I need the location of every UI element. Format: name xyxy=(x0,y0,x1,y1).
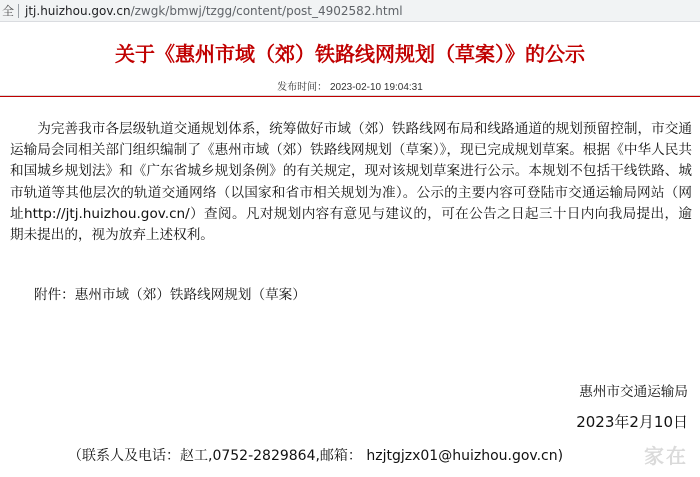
security-label[interactable]: 全 xyxy=(2,4,15,18)
title-divider xyxy=(0,95,700,97)
issuing-organization: 惠州市交通运输局 xyxy=(579,384,688,400)
publish-info xyxy=(0,78,700,93)
address-bar[interactable] xyxy=(0,0,700,22)
article-body: 为完善我市各层级轨道交通规划体系，统筹做好市域（郊）铁路线网布局和线路通道的规划预留控制，市交通运输局会同相关部门组织编制了《惠州市域（郊）铁路线网规划（草案）》，现已完成规划草案。根据《中华人民共和国城乡规划法》和《广东省城乡规划条例》的有关规定，现对该规划草案进行公示。本规划不包括干线铁路、城市轨道等其他层次的轨道交通网络（以国家和省市相关规划为准）。公示的主要内容可登陆市交通运输局网站（网址http://jtj.huizhou.gov.cn/）查阅。凡对规划内容有意见与建议的，可在公告之日起三十日内向我局提出，逾期未提出的，视为放弃上述权利。 xyxy=(10,121,692,244)
publish-label: 发布时间： xyxy=(277,82,328,93)
url-path[interactable]: /zwgk/bmwj/tzgg/content/post_4902582.html xyxy=(130,3,403,18)
attachment-link[interactable]: 附件：惠州市域（郊）铁路线网规划（草案） xyxy=(34,287,306,303)
page-title: 关于《惠州市域（郊）铁路线网规划（草案）》的公示 xyxy=(115,42,585,66)
publish-time: 2023-02-10 19:04:31 xyxy=(329,82,423,93)
address-divider xyxy=(18,4,19,18)
issue-date: 2023年2月10日 xyxy=(576,413,688,431)
contact-info: （联系人及电话：赵工,0752-2829864,邮箱： hzjtgjzx01@huizhou.gov.cn) xyxy=(68,448,564,464)
site-watermark: 家在 xyxy=(644,444,688,468)
url-host[interactable]: jtj.huizhou.gov.cn xyxy=(25,3,131,18)
